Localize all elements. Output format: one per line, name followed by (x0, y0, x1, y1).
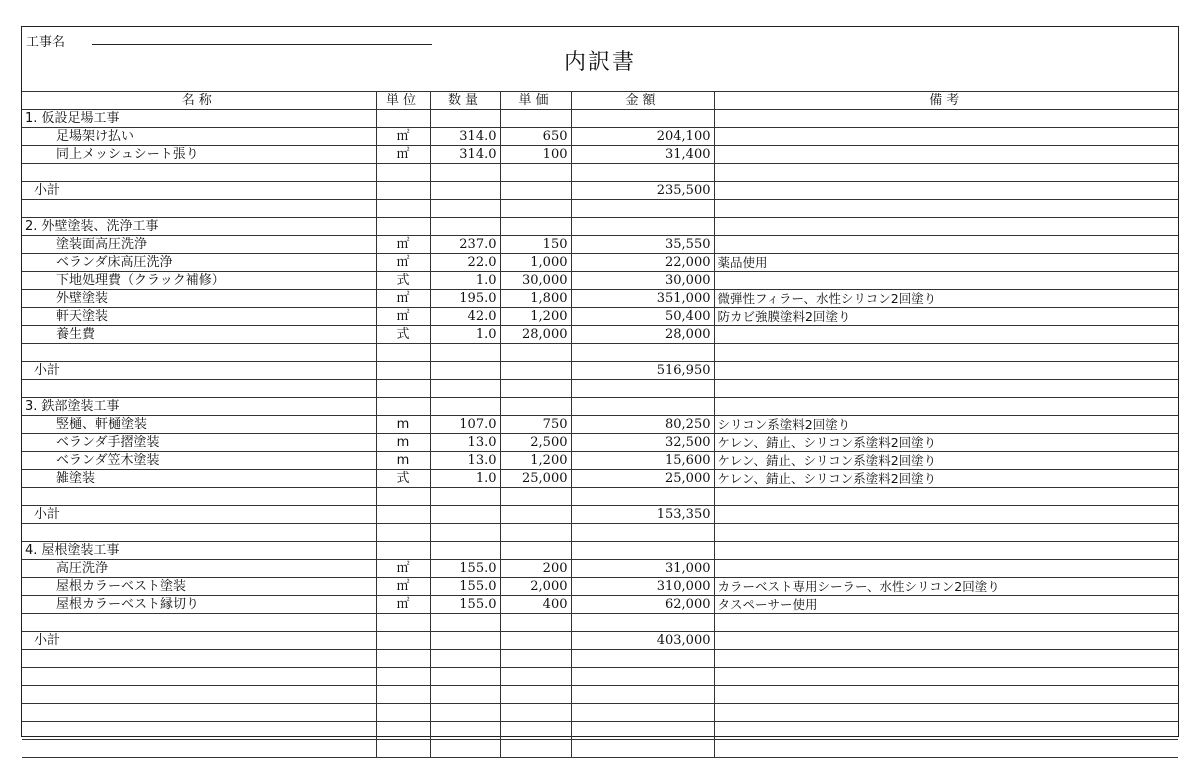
cell-note (714, 182, 1178, 200)
col-header-unit: 単位 (376, 92, 430, 110)
cell-qty (430, 542, 500, 560)
cell-unit: ㎡ (376, 560, 430, 578)
cell-price (500, 380, 571, 398)
col-header-price: 単価 (500, 92, 571, 110)
cell-name (22, 722, 376, 740)
cell-amount (571, 740, 714, 758)
cell-unit: m (376, 416, 430, 434)
cell-amount: 516,950 (571, 362, 714, 380)
cell-unit: 式 (376, 326, 430, 344)
cell-qty: 1.0 (430, 272, 500, 290)
cell-unit (376, 704, 430, 722)
cell-qty (430, 380, 500, 398)
blank-row (22, 488, 1178, 506)
cell-name: 小計 (22, 506, 376, 524)
cell-note (714, 704, 1178, 722)
cell-price (500, 182, 571, 200)
cell-note (714, 110, 1178, 128)
table-row (22, 452, 1178, 470)
cell-note (714, 236, 1178, 254)
cell-price (500, 362, 571, 380)
table-row (22, 578, 1178, 596)
cell-note (714, 362, 1178, 380)
cell-price (500, 614, 571, 632)
cell-note (714, 488, 1178, 506)
cell-amount (571, 704, 714, 722)
cell-unit (376, 362, 430, 380)
cell-unit (376, 740, 430, 758)
table-row (22, 416, 1178, 434)
cell-amount: 62,000 (571, 596, 714, 614)
cell-qty (430, 164, 500, 182)
cell-name: 外壁塗装 (22, 290, 376, 308)
cell-qty: 13.0 (430, 452, 500, 470)
cell-qty (430, 110, 500, 128)
cell-unit: ㎡ (376, 254, 430, 272)
cell-name (22, 164, 376, 182)
cell-qty: 155.0 (430, 578, 500, 596)
cell-name (22, 344, 376, 362)
cell-unit (376, 488, 430, 506)
cell-price (500, 524, 571, 542)
cell-name: ベランダ笠木塗装 (22, 452, 376, 470)
cell-price (500, 164, 571, 182)
table-header-row (22, 92, 1178, 110)
cell-unit: 式 (376, 470, 430, 488)
cell-unit (376, 668, 430, 686)
col-header-note: 備考 (714, 92, 1178, 110)
cell-note (714, 164, 1178, 182)
cell-amount (571, 380, 714, 398)
table-row (22, 128, 1178, 146)
cell-qty: 22.0 (430, 254, 500, 272)
cell-name: 屋根カラーベスト縁切り (22, 596, 376, 614)
cell-name: 竪樋、軒樋塗装 (22, 416, 376, 434)
cell-name: 養生費 (22, 326, 376, 344)
cell-unit: ㎡ (376, 578, 430, 596)
cell-amount (571, 524, 714, 542)
blank-row (22, 650, 1178, 668)
breakdown-sheet (21, 26, 1179, 737)
cell-unit (376, 722, 430, 740)
cell-amount: 50,400 (571, 308, 714, 326)
cell-price: 150 (500, 236, 571, 254)
table-row (22, 254, 1178, 272)
blank-row (22, 704, 1178, 722)
category-row (22, 218, 1178, 236)
cell-unit: ㎡ (376, 308, 430, 326)
blank-row (22, 380, 1178, 398)
cell-note (714, 632, 1178, 650)
cell-name: 4. 屋根塗装工事 (22, 542, 376, 560)
blank-row (22, 722, 1178, 740)
cell-qty (430, 398, 500, 416)
table-row (22, 308, 1178, 326)
cell-unit (376, 506, 430, 524)
cell-unit (376, 524, 430, 542)
blank-row (22, 686, 1178, 704)
cell-name: 屋根カラーベスト塗装 (22, 578, 376, 596)
cell-qty (430, 740, 500, 758)
cell-qty (430, 650, 500, 668)
cell-name (22, 614, 376, 632)
cell-qty: 195.0 (430, 290, 500, 308)
cell-name: 2. 外壁塗装、洗浄工事 (22, 218, 376, 236)
cell-price (500, 740, 571, 758)
cell-note (714, 650, 1178, 668)
cell-amount: 25,000 (571, 470, 714, 488)
cell-qty: 13.0 (430, 434, 500, 452)
cell-qty (430, 722, 500, 740)
cell-amount: 153,350 (571, 506, 714, 524)
cell-amount: 31,000 (571, 560, 714, 578)
cell-price: 750 (500, 416, 571, 434)
cell-qty (430, 506, 500, 524)
cell-amount: 80,250 (571, 416, 714, 434)
cell-note: 微弾性フィラー、水性シリコン2回塗り (714, 290, 1178, 308)
cell-name: 3. 鉄部塗装工事 (22, 398, 376, 416)
cell-amount: 351,000 (571, 290, 714, 308)
cell-price: 650 (500, 128, 571, 146)
cell-amount (571, 398, 714, 416)
cell-unit (376, 380, 430, 398)
table-row (22, 236, 1178, 254)
cell-name: 塗装面高圧洗浄 (22, 236, 376, 254)
subtotal-row (22, 182, 1178, 200)
cell-name: 1. 仮設足場工事 (22, 110, 376, 128)
cell-price (500, 110, 571, 128)
cell-price (500, 668, 571, 686)
col-header-qty: 数量 (430, 92, 500, 110)
cell-price (500, 542, 571, 560)
cell-amount: 310,000 (571, 578, 714, 596)
cell-amount: 204,100 (571, 128, 714, 146)
cell-price (500, 488, 571, 506)
cell-note (714, 614, 1178, 632)
cell-qty: 155.0 (430, 560, 500, 578)
cell-note (714, 524, 1178, 542)
cell-price (500, 344, 571, 362)
cell-amount (571, 164, 714, 182)
cell-unit: ㎡ (376, 236, 430, 254)
cell-unit: 式 (376, 272, 430, 290)
cell-amount (571, 488, 714, 506)
cell-amount: 30,000 (571, 272, 714, 290)
subtotal-row (22, 362, 1178, 380)
blank-row (22, 524, 1178, 542)
cell-name: 軒天塗装 (22, 308, 376, 326)
cell-price: 200 (500, 560, 571, 578)
blank-row (22, 200, 1178, 218)
cell-unit (376, 110, 430, 128)
subtotal-row (22, 506, 1178, 524)
cell-name: 小計 (22, 362, 376, 380)
cell-amount (571, 218, 714, 236)
cell-qty (430, 686, 500, 704)
cell-unit (376, 686, 430, 704)
cell-unit (376, 218, 430, 236)
cell-unit (376, 614, 430, 632)
cell-amount (571, 668, 714, 686)
cell-amount: 403,000 (571, 632, 714, 650)
cell-note (714, 380, 1178, 398)
cell-price: 2,500 (500, 434, 571, 452)
cell-amount: 235,500 (571, 182, 714, 200)
cell-name (22, 524, 376, 542)
cell-amount: 15,600 (571, 452, 714, 470)
cell-unit (376, 164, 430, 182)
cell-note (714, 398, 1178, 416)
cell-price: 30,000 (500, 272, 571, 290)
blank-row (22, 344, 1178, 362)
cell-note (714, 200, 1178, 218)
cell-amount: 22,000 (571, 254, 714, 272)
table-row (22, 596, 1178, 614)
cell-amount (571, 686, 714, 704)
cell-name: 足場架け払い (22, 128, 376, 146)
cell-amount (571, 542, 714, 560)
cell-amount: 32,500 (571, 434, 714, 452)
breakdown-table (22, 91, 1178, 758)
cell-qty (430, 218, 500, 236)
cell-amount (571, 650, 714, 668)
cell-price (500, 218, 571, 236)
cell-qty (430, 632, 500, 650)
cell-name: 雑塗装 (22, 470, 376, 488)
cell-note (714, 326, 1178, 344)
blank-row (22, 614, 1178, 632)
cell-note: ケレン、錆止、シリコン系塗料2回塗り (714, 434, 1178, 452)
document-title: 内訳書 (563, 50, 636, 75)
cell-price (500, 686, 571, 704)
cell-note: カラーベスト専用シーラー、水性シリコン2回塗り (714, 578, 1178, 596)
table-row (22, 290, 1178, 308)
cell-qty (430, 614, 500, 632)
cell-name (22, 380, 376, 398)
cell-qty: 1.0 (430, 470, 500, 488)
cell-qty: 314.0 (430, 146, 500, 164)
table-row (22, 560, 1178, 578)
blank-row (22, 164, 1178, 182)
cell-qty (430, 668, 500, 686)
cell-note: ケレン、錆止、シリコン系塗料2回塗り (714, 470, 1178, 488)
cell-note (714, 542, 1178, 560)
cell-unit (376, 542, 430, 560)
category-row (22, 110, 1178, 128)
cell-name (22, 200, 376, 218)
category-row (22, 542, 1178, 560)
cell-unit (376, 398, 430, 416)
cell-unit: ㎡ (376, 596, 430, 614)
cell-unit: ㎡ (376, 128, 430, 146)
cell-qty (430, 182, 500, 200)
cell-price (500, 506, 571, 524)
cell-qty: 42.0 (430, 308, 500, 326)
cell-name: ベランダ床高圧洗浄 (22, 254, 376, 272)
cell-qty (430, 488, 500, 506)
cell-qty: 314.0 (430, 128, 500, 146)
cell-price: 1,800 (500, 290, 571, 308)
cell-price (500, 704, 571, 722)
col-header-name: 名称 (22, 92, 376, 110)
category-row (22, 398, 1178, 416)
cell-qty: 155.0 (430, 596, 500, 614)
cell-name: 同上メッシュシート張り (22, 146, 376, 164)
cell-qty (430, 524, 500, 542)
blank-row (22, 668, 1178, 686)
subtotal-row (22, 632, 1178, 650)
table-row (22, 434, 1178, 452)
cell-price: 1,200 (500, 452, 571, 470)
cell-qty: 107.0 (430, 416, 500, 434)
cell-price: 400 (500, 596, 571, 614)
cell-price: 100 (500, 146, 571, 164)
cell-note (714, 146, 1178, 164)
cell-note (714, 128, 1178, 146)
cell-note (714, 560, 1178, 578)
cell-amount: 31,400 (571, 146, 714, 164)
cell-name: 小計 (22, 632, 376, 650)
cell-note (714, 218, 1178, 236)
cell-price (500, 722, 571, 740)
cell-note (714, 344, 1178, 362)
cell-qty (430, 704, 500, 722)
cell-note: タスペーサー使用 (714, 596, 1178, 614)
cell-amount (571, 200, 714, 218)
cell-price (500, 398, 571, 416)
cell-qty: 1.0 (430, 326, 500, 344)
cell-name (22, 740, 376, 758)
blank-row (22, 740, 1178, 758)
cell-unit (376, 650, 430, 668)
table-row (22, 326, 1178, 344)
cell-amount (571, 110, 714, 128)
cell-qty (430, 362, 500, 380)
cell-note: シリコン系塗料2回塗り (714, 416, 1178, 434)
cell-unit: ㎡ (376, 146, 430, 164)
cell-price: 25,000 (500, 470, 571, 488)
col-header-amount: 金額 (571, 92, 714, 110)
table-row (22, 470, 1178, 488)
cell-amount (571, 614, 714, 632)
cell-price: 1,200 (500, 308, 571, 326)
cell-note (714, 740, 1178, 758)
cell-note: 防カビ強膜塗料2回塗り (714, 308, 1178, 326)
cell-name: 高圧洗浄 (22, 560, 376, 578)
cell-note (714, 272, 1178, 290)
cell-price: 1,000 (500, 254, 571, 272)
project-name-label: 工事名 (26, 35, 66, 50)
cell-amount: 28,000 (571, 326, 714, 344)
cell-name: 下地処理費（クラック補修） (22, 272, 376, 290)
cell-unit (376, 344, 430, 362)
cell-name (22, 668, 376, 686)
cell-name: ベランダ手摺塗装 (22, 434, 376, 452)
cell-name (22, 488, 376, 506)
cell-note (714, 668, 1178, 686)
cell-name (22, 686, 376, 704)
cell-price (500, 650, 571, 668)
cell-unit: ㎡ (376, 290, 430, 308)
cell-amount: 35,550 (571, 236, 714, 254)
cell-note: ケレン、錆止、シリコン系塗料2回塗り (714, 452, 1178, 470)
cell-note (714, 686, 1178, 704)
cell-qty (430, 200, 500, 218)
cell-qty: 237.0 (430, 236, 500, 254)
cell-note: 薬品使用 (714, 254, 1178, 272)
cell-note (714, 722, 1178, 740)
cell-note (714, 506, 1178, 524)
cell-price (500, 200, 571, 218)
table-row (22, 146, 1178, 164)
cell-amount (571, 722, 714, 740)
cell-name (22, 650, 376, 668)
cell-qty (430, 344, 500, 362)
cell-price: 28,000 (500, 326, 571, 344)
cell-name (22, 704, 376, 722)
cell-unit (376, 182, 430, 200)
cell-unit: m (376, 434, 430, 452)
cell-amount (571, 344, 714, 362)
cell-unit (376, 200, 430, 218)
cell-unit (376, 632, 430, 650)
table-row (22, 272, 1178, 290)
cell-price: 2,000 (500, 578, 571, 596)
table-body (22, 110, 1178, 758)
cell-unit: m (376, 452, 430, 470)
cell-name: 小計 (22, 182, 376, 200)
cell-price (500, 632, 571, 650)
